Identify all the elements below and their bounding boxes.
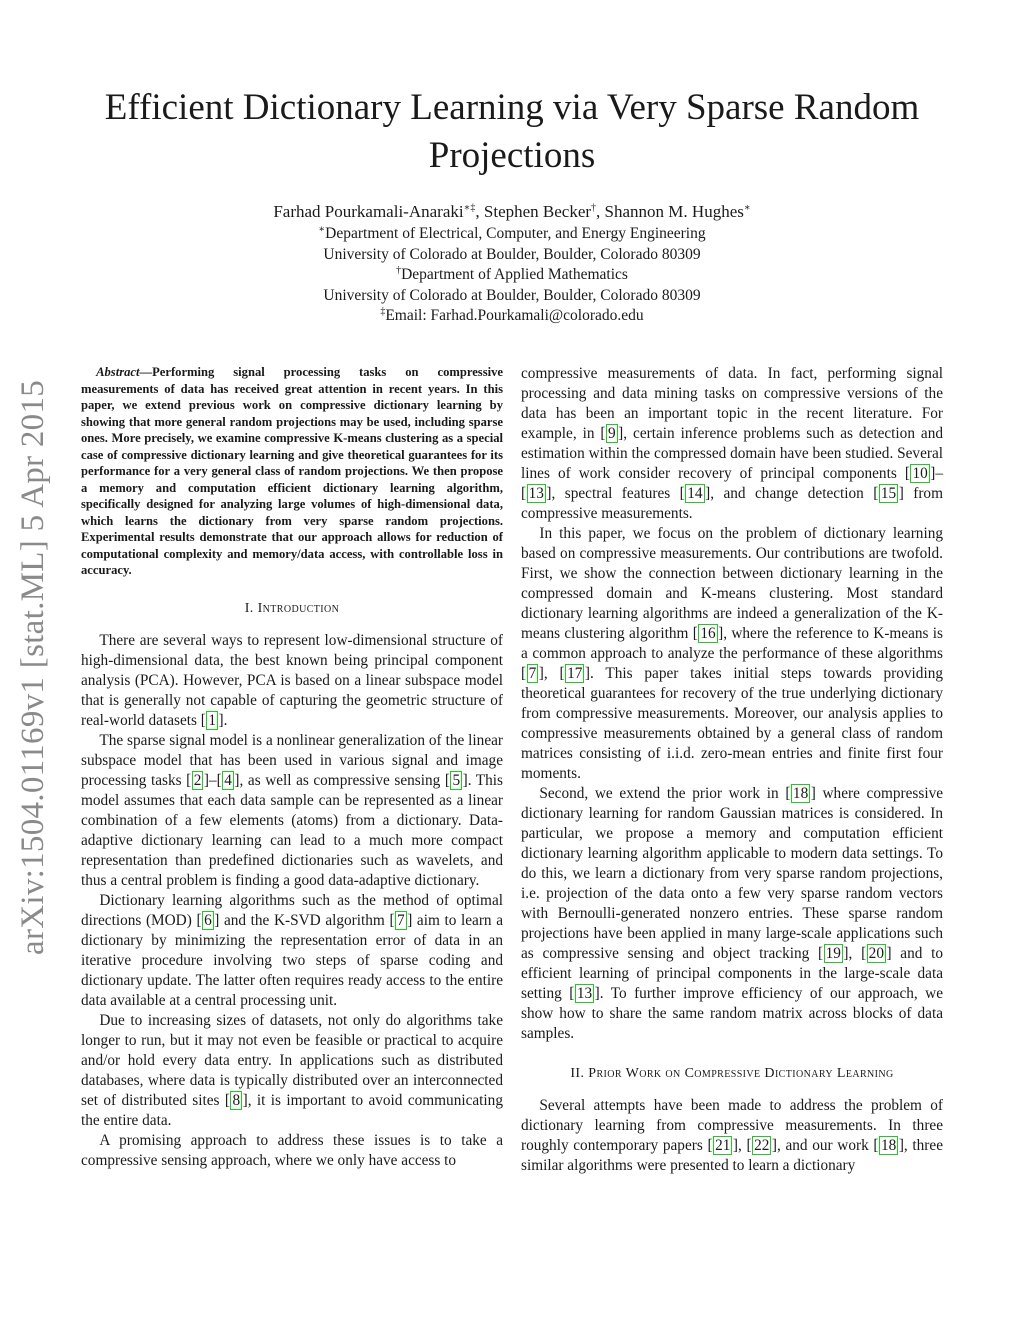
paragraph-text: , and change detection	[710, 485, 874, 502]
affiliation-line	[80, 224, 944, 245]
citation-link[interactable]: 13	[528, 485, 544, 502]
citation-link[interactable]: 2	[193, 771, 202, 789]
citation-link[interactable]: 4	[224, 771, 232, 789]
citation-link[interactable]: 10	[912, 465, 928, 482]
paragraph-text: and the K-SVD algorithm	[219, 911, 390, 929]
affiliation-text: University of Colorado at Boulder, Boulder, Colorado 80309	[323, 245, 701, 263]
paragraph	[81, 1131, 503, 1171]
paragraph-text: Due to increasing sizes of datasets, not only do algorithms take longer to run, but it may not even be feasible or practical to acquire and/or hold every data entry. In applications such as distributed databases, where data is typically distributed over an interconnected set of distributed sites	[81, 1011, 503, 1109]
affiliation-text: University of Colorado at Boulder, Boulder, Colorado 80309	[323, 286, 701, 304]
author-name: Stephen Becker	[483, 202, 592, 221]
citation-link[interactable]: 7	[528, 665, 537, 682]
paragraph-text: , where the reference to K-means is a common approach to analyze the performance of these algorithms	[521, 625, 943, 662]
affiliation-line	[80, 265, 944, 286]
paragraph-text: where compressive dictionary learning for random Gaussian matrices is considered. In particular, we propose a memory and computation efficient dictionary learning algorithm applicable to modern data settings. To do this, we learn a dictionary from very sparse random projections, i.e. projection of the data onto a few very sparse random vectors with Bernoulli-generated nonzero entries. These sparse random projections have been applied in many large-scale applications such as compressive sensing and object tracking	[521, 785, 944, 962]
citation-link[interactable]: 21	[715, 1137, 731, 1154]
citation-link[interactable]: 9	[608, 425, 616, 442]
paragraph-text: . This paper takes initial steps towards providing theoretical guarantees for recovery of the true underlying dictionary from compressive measurements. Moreover, our analysis applies to compressive measurements obtained by a general class of random matrices consisting of i.i.d. zero-mean entries and finite first four moments.	[521, 665, 944, 782]
abstract-text: Performing signal processing tasks on compressive measurements of data has received great attention in recent years. In this paper, we extend previous work on compressive dictionary learning by showing that more general random projections may be used, including sparse ones. More precisely, we examine compressive K-means clustering as a special case of compressive dictionary learning and give theoretical guarantees for its performance for a very general class of random projections. We then propose a memory and computation efficient dictionary learning algorithm, specifically designed for analyzing large volumes of high-dimensional data, which learns the dictionary from very sparse random projections. Experimental results demonstrate that our approach allows for reduction of computational complexity and memory/data access, with controllable loss in accuracy.	[81, 365, 503, 577]
citation-link[interactable]: 18	[792, 785, 809, 802]
affiliation-text: Email: Farhad.Pourkamali@colorado.edu	[385, 307, 644, 324]
author-mark: ∗	[743, 202, 751, 214]
paragraph-text: Dictionary learning algorithms such as the method of optimal directions (MOD)	[81, 891, 503, 929]
paragraph-text: In this paper, we focus on the problem of dictionary learning based on compressive measurements. Our contributions are twofold. First, we show the connection between dictionary learning in the compressed domain and K-means clustering. Most standard dictionary learning algorithms are indeed a generalization of the K-means clustering algorithm	[521, 525, 943, 642]
paragraph-text: Second, we extend the prior work in	[539, 785, 786, 802]
paragraph: There are several ways to represent low-dimensional structure of high-dimensional data, the best known being principal component analysis (PCA). However, PCA is based on a linear subspace model that is generally not capable of capturing the geometric structure of real-world datasets [ 1 ].	[81, 631, 503, 729]
affiliation-line	[80, 245, 944, 266]
paragraph-text: .	[223, 711, 228, 729]
citation-link[interactable]: 7	[397, 911, 405, 929]
paragraph-text: The sparse signal model is a nonlinear generalization of the linear subspace model that has been used in various signal and image processing tasks	[81, 731, 503, 789]
affiliation-text: Department of Applied Mathematics	[401, 266, 628, 283]
citation-link[interactable]: 13	[576, 985, 593, 1002]
paragraph: Several attempts have been made to address the problem of dictionary learning from compressive measurements. In three roughly contemporary papers [ 21 ], [ 22 ], and our work [ 18 ], three similar algorithms were presented to learn a dictionary	[521, 1097, 943, 1174]
citation-link[interactable]: 6	[204, 911, 212, 929]
paragraph-text: . To further improve efficiency of our approach, we show how to share the same random matrix across blocks of data samples.	[521, 985, 943, 1042]
affiliation-list	[80, 224, 944, 327]
affiliation-line	[80, 286, 944, 307]
affiliation-mark: ∗	[318, 223, 326, 235]
paragraph-text: A promising approach to address these issues is to take a compressive sensing approach, where we only have access to	[81, 1131, 503, 1169]
paragraph: Second, we extend the prior work in [ 18 ] where compressive dictionary learning for random Gaussian matrices is considered. In particular, we propose a memory and computation efficient dictionary learning algorithm applicable to modern data settings. To do this, we learn a dictionary from very sparse random projections, i.e. projection of the data onto a few very sparse random vectors with Bernoulli-generated nonzero entries. These sparse random projections have been applied in many large-scale applications such as compressive sensing and object tracking [ 19 ], [ 20 ] and to efficient learning of principal components in the large-scale data setting [ 13 ]. To further improve efficiency of our approach, we show how to share the same random matrix across blocks of data samples.	[521, 785, 944, 1042]
paragraph-text: ,	[737, 1137, 747, 1154]
paragraph: compressive measurements of data. In fact, performing signal processing and data mining tasks on compressive versions of the data has been an important topic in the recent literature. For example, in [ 9 ], certain inference problems such as detection and estimation within the compressed domain have been studied. Several lines of work consider recovery of principal components [ 10 ]–[ 13 ], spectral features [ 14 ], and change detection [ 15 ] from compressive measurements.	[521, 365, 943, 522]
paragraph-text: –	[935, 465, 943, 482]
paragraph-text: , it is important to avoid communicating the entire data.	[81, 1091, 503, 1129]
section-heading: I. Introduction	[244, 600, 340, 616]
paragraph-text: Several attempts have been made to address the problem of dictionary learning from compressive measurements. In three roughly contemporary papers	[521, 1097, 943, 1154]
paper-title: Efficient Dictionary Learning via Very Sparse Random Projections	[104, 87, 920, 176]
paragraph: Due to increasing sizes of datasets, not only do algorithms take longer to run, but it may not even be feasible or practical to acquire and/or hold every data entry. In applications such as distributed databases, where data is typically distributed over an interconnected set of distributed sites [ 8 ], it is important to avoid communicating the entire data.	[81, 1011, 503, 1129]
author-name: Shannon M. Hughes	[604, 202, 744, 221]
citation-link[interactable]: 22	[754, 1137, 770, 1154]
paragraph-text: , spectral features	[551, 485, 680, 502]
citation-link[interactable]: 15	[880, 485, 897, 502]
paragraph-text: . This model assumes that each data sample can be represented as a linear combination of a few elements (atoms) from a dictionary. Data-adaptive dictionary learning can lead to a much more compact representation than predefined dictionaries such as wavelets, and thus a central problem is finding a good data-adaptive dictionary.	[81, 771, 503, 889]
author-mark: †	[591, 202, 597, 214]
abstract-label: Abstract	[96, 365, 140, 379]
section-heading: II. Prior Work on Compressive Dictionary Learning	[570, 1066, 894, 1081]
paragraph-text: and to efficient learning of principal components in the large-scale data setting	[521, 945, 943, 1002]
citation-link[interactable]: 1	[208, 711, 217, 729]
citation-link[interactable]: 16	[700, 625, 716, 642]
affiliation-mark: ‡	[380, 305, 386, 317]
paragraph-text: , as well as compressive sensing	[239, 771, 445, 789]
citation-link[interactable]: 8	[232, 1091, 241, 1109]
paragraph-text: , certain inference problems such as detection and estimation within the compressed domain have been studied. Several lines of work consider recovery of principal components	[521, 425, 943, 482]
right-column	[521, 364, 943, 1176]
citation-link[interactable]: 5	[452, 771, 461, 789]
paragraph-text: aim to learn a dictionary by minimizing the representation error of data in an iterative procedure involving two steps of sparse coding and dictionary update. The latter often requires ready access to the entire data available at a central processing unit.	[81, 911, 503, 1009]
citation-link[interactable]: 17	[567, 665, 583, 682]
affiliation-line	[80, 306, 944, 327]
affiliation-text: Department of Electrical, Computer, and Energy Engineering	[325, 225, 706, 242]
citation-link[interactable]: 14	[687, 485, 703, 502]
left-column	[81, 364, 503, 1171]
author-list: Farhad Pourkamali-Anaraki∗‡, Stephen Becker†, Shannon M. Hughes∗	[273, 202, 751, 221]
paragraph-text: –	[209, 771, 217, 789]
author-name: Farhad Pourkamali-Anaraki	[273, 202, 464, 221]
citation-link[interactable]: 18	[881, 1137, 897, 1154]
paragraph-text: , three similar algorithms were presented to learn a dictionary	[521, 1137, 943, 1174]
paragraph-text: compressive measurements of data. In fact, performing signal processing and data mining tasks on compressive versions of the data has been an important topic in the recent literature. For example, in	[521, 365, 943, 442]
paragraph: In this paper, we focus on the problem of dictionary learning based on compressive measurements. Our contributions are twofold. First, we show the connection between dictionary learning in the compressed domain and K-means clustering. Most standard dictionary learning algorithms are indeed a generalization of the K-means clustering algorithm [ 16 ], where the reference to K-means is a common approach to analyze the performance of these algorithms [ 7 ], [ 17 ]. This paper takes initial steps towards providing theoretical guarantees for recovery of the true underlying dictionary from compressive measurements. Moreover, our analysis applies to compressive measurements obtained by a general class of random matrices consisting of i.i.d. zero-mean entries and finite first four moments.	[521, 525, 944, 782]
arxiv-stamp: arXiv:1504.01169v1 [stat.ML] 5 Apr 2015	[15, 379, 51, 955]
paragraph-text: ,	[848, 945, 862, 962]
citation-link[interactable]: 20	[868, 945, 884, 962]
paragraph-text: , and our work	[777, 1137, 874, 1154]
abstract: Abstract—Performing signal processing tasks on compressive measurements of data has received great attention in recent years. In this paper, we extend previous work on compressive dictionary learning by showing that more general random projections may be used, including sparse ones. More precisely, we examine compressive K-means clustering as a special case of compressive dictionary learning and give theoretical guarantees for its performance for a very general class of random projections. We then propose a memory and computation efficient dictionary learning algorithm, specifically designed for analyzing large volumes of high-dimensional data, which learns the dictionary from very sparse random projections. Experimental results demonstrate that our approach allows for reduction of computational complexity and memory/data access, with controllable loss in accuracy.	[81, 365, 503, 577]
paragraph: Dictionary learning algorithms such as the method of optimal directions (MOD) [ 6 ] and the K-SVD algorithm [ 7 ] aim to learn a dictionary by minimizing the representation error of data in an iterative procedure involving two steps of sparse coding and dictionary update. The latter often requires ready access to the entire data available at a central processing unit.	[81, 891, 503, 1009]
citation-link[interactable]: 19	[825, 945, 841, 962]
affiliation-mark: †	[396, 264, 402, 276]
paragraph: The sparse signal model is a nonlinear generalization of the linear subspace model that has been used in various signal and image processing tasks [ 2 ]–[ 4 ], as well as compressive sensing [ 5 ]. This model assumes that each data sample can be represented as a linear combination of a few elements (atoms) from a dictionary. Data-adaptive dictionary learning can lead to a much more compact representation than predefined dictionaries such as wavelets, and thus a central problem is finding a good data-adaptive dictionary.	[81, 731, 503, 889]
paragraph-text: There are several ways to represent low-dimensional structure of high-dimensional data, the best known being principal component analysis (PCA). However, PCA is based on a linear subspace model that is generally not capable of capturing the geometric structure of real-world datasets	[81, 631, 503, 729]
paragraph-text: from compressive measurements.	[521, 485, 943, 522]
author-mark: ∗‡	[463, 202, 476, 214]
paragraph-text: ,	[543, 665, 560, 682]
